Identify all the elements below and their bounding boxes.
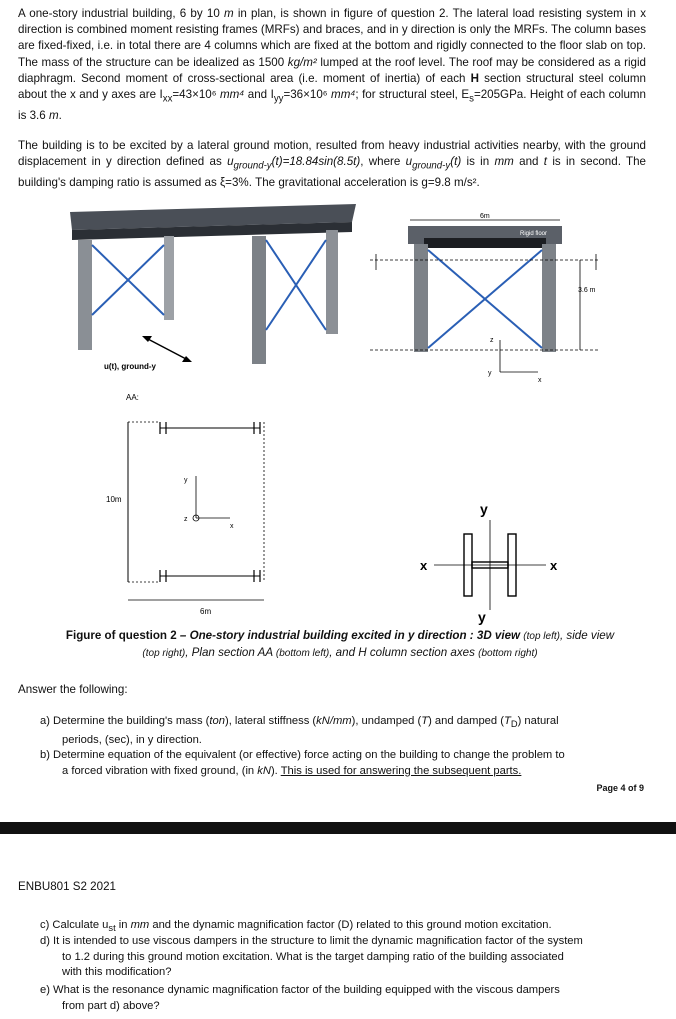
section-aa-label: AA: — [126, 393, 139, 402]
figure-3d-view — [64, 200, 364, 400]
h-y-bottom-label: y — [478, 609, 486, 625]
column-back-right — [326, 230, 338, 334]
z-axis-label: z — [490, 337, 494, 344]
plan-y-label: y — [184, 477, 188, 484]
figure-caption: Figure of question 2 – One-story industrial building excited in y direction : 3D view (top left), side view (top right), Plan section AA (bottom left), and H column section axes (bottom right) — [65, 629, 615, 659]
figure-side-view — [370, 210, 610, 390]
ground-motion-arrow — [146, 338, 188, 360]
y-axis-label: y — [488, 370, 492, 377]
question-d: d) It is intended to use viscous dampers in the structure to limit the dynamic magnification factor of the system to 1.2 during this ground motion excitation. What is the target damping ratio of the building associated with this modification? — [40, 935, 583, 979]
course-code: ENBU801 S2 2021 — [18, 880, 116, 893]
question-b: b) Determine equation of the equivalent (or effective) force acting on the building to change the problem to a forced vibration with fixed ground, (in kN). This is used for answering the subsequent parts. — [40, 749, 565, 777]
question-a: a) Determine the building's mass (ton), lateral stiffness (kN/mm), undamped (T) and damped $(T_D)$ natural periods, (sec), in y direction. — [40, 715, 559, 746]
plan-z-label: z — [184, 516, 188, 523]
plan-length-label: 10m — [106, 495, 122, 504]
question-e: e) What is the resonance dynamic magnification factor of the building equipped with the viscous dampers from part d) above? — [40, 984, 560, 1012]
side-column-right — [542, 244, 556, 352]
span-label: 6m — [480, 213, 490, 220]
page-number: Page 4 of 9 — [596, 783, 644, 793]
intro-paragraph-2: The building is to be excited by a lateral ground motion, resulted from heavy industrial activities nearby, with the ground displacement in y direction defined as $u_{ground-y}(t)=18.84\sin(8.5t)$, where $u_{ground-y}(t)$ is in mm and t is in second. The building's damping ratio is assumed as ξ=3%. The gravitational acceleration is g=9.8 m/s². — [18, 139, 646, 189]
ground-motion-label: u(t), ground-y — [104, 362, 156, 371]
intro-paragraph-1: A one-story industrial building, 6 by 10 m in plan, is shown in figure of question 2. The lateral load resisting system in x direction is combined moment resisting frames (MRFs) and braces, and in y direction is only the MRFs. The column bases are fixed-fixed, i.e. in total there are 4 columns which are fixed at the bottom and rigidly connected to the floor slab on top. The mass of the structure can be idealized as 1500 kg/m² lumped at the roof level. The roof may be considered as a rigid diaphragm. Second moment of cross-sectional area (i.e. moment of inertia) of each H section structural steel column about the x and y axes are $I_{xx}=43\times 10^6$ mm⁴ and $I_{yy}=36\times 10^6$ mm⁴; for structural steel, $E_s=205GPa$. Height of each column is 3.6 m. — [18, 7, 647, 122]
column-front-left — [78, 240, 92, 350]
h-y-top-label: y — [480, 501, 488, 517]
h-x-left-label: x — [420, 558, 428, 573]
figure-plan-section — [100, 386, 280, 626]
column-front-right — [252, 236, 266, 364]
answer-heading: Answer the following: — [18, 683, 128, 696]
question-c: c) Calculate $u_{st}$ in mm and the dynamic magnification factor (D) related to this ground motion excitation. — [40, 919, 552, 934]
page-divider — [0, 822, 676, 834]
h-x-right-label: x — [550, 558, 558, 573]
column-back-left — [164, 236, 174, 320]
x-axis-label: x — [538, 377, 542, 384]
height-label: 3.6 m — [578, 287, 596, 294]
plan-x-label: x — [230, 523, 234, 530]
plan-width-label: 6m — [200, 607, 212, 616]
figure-h-section — [410, 500, 570, 626]
floor-beam — [424, 238, 546, 248]
rigid-floor-label: Rigid floor — [520, 231, 548, 237]
